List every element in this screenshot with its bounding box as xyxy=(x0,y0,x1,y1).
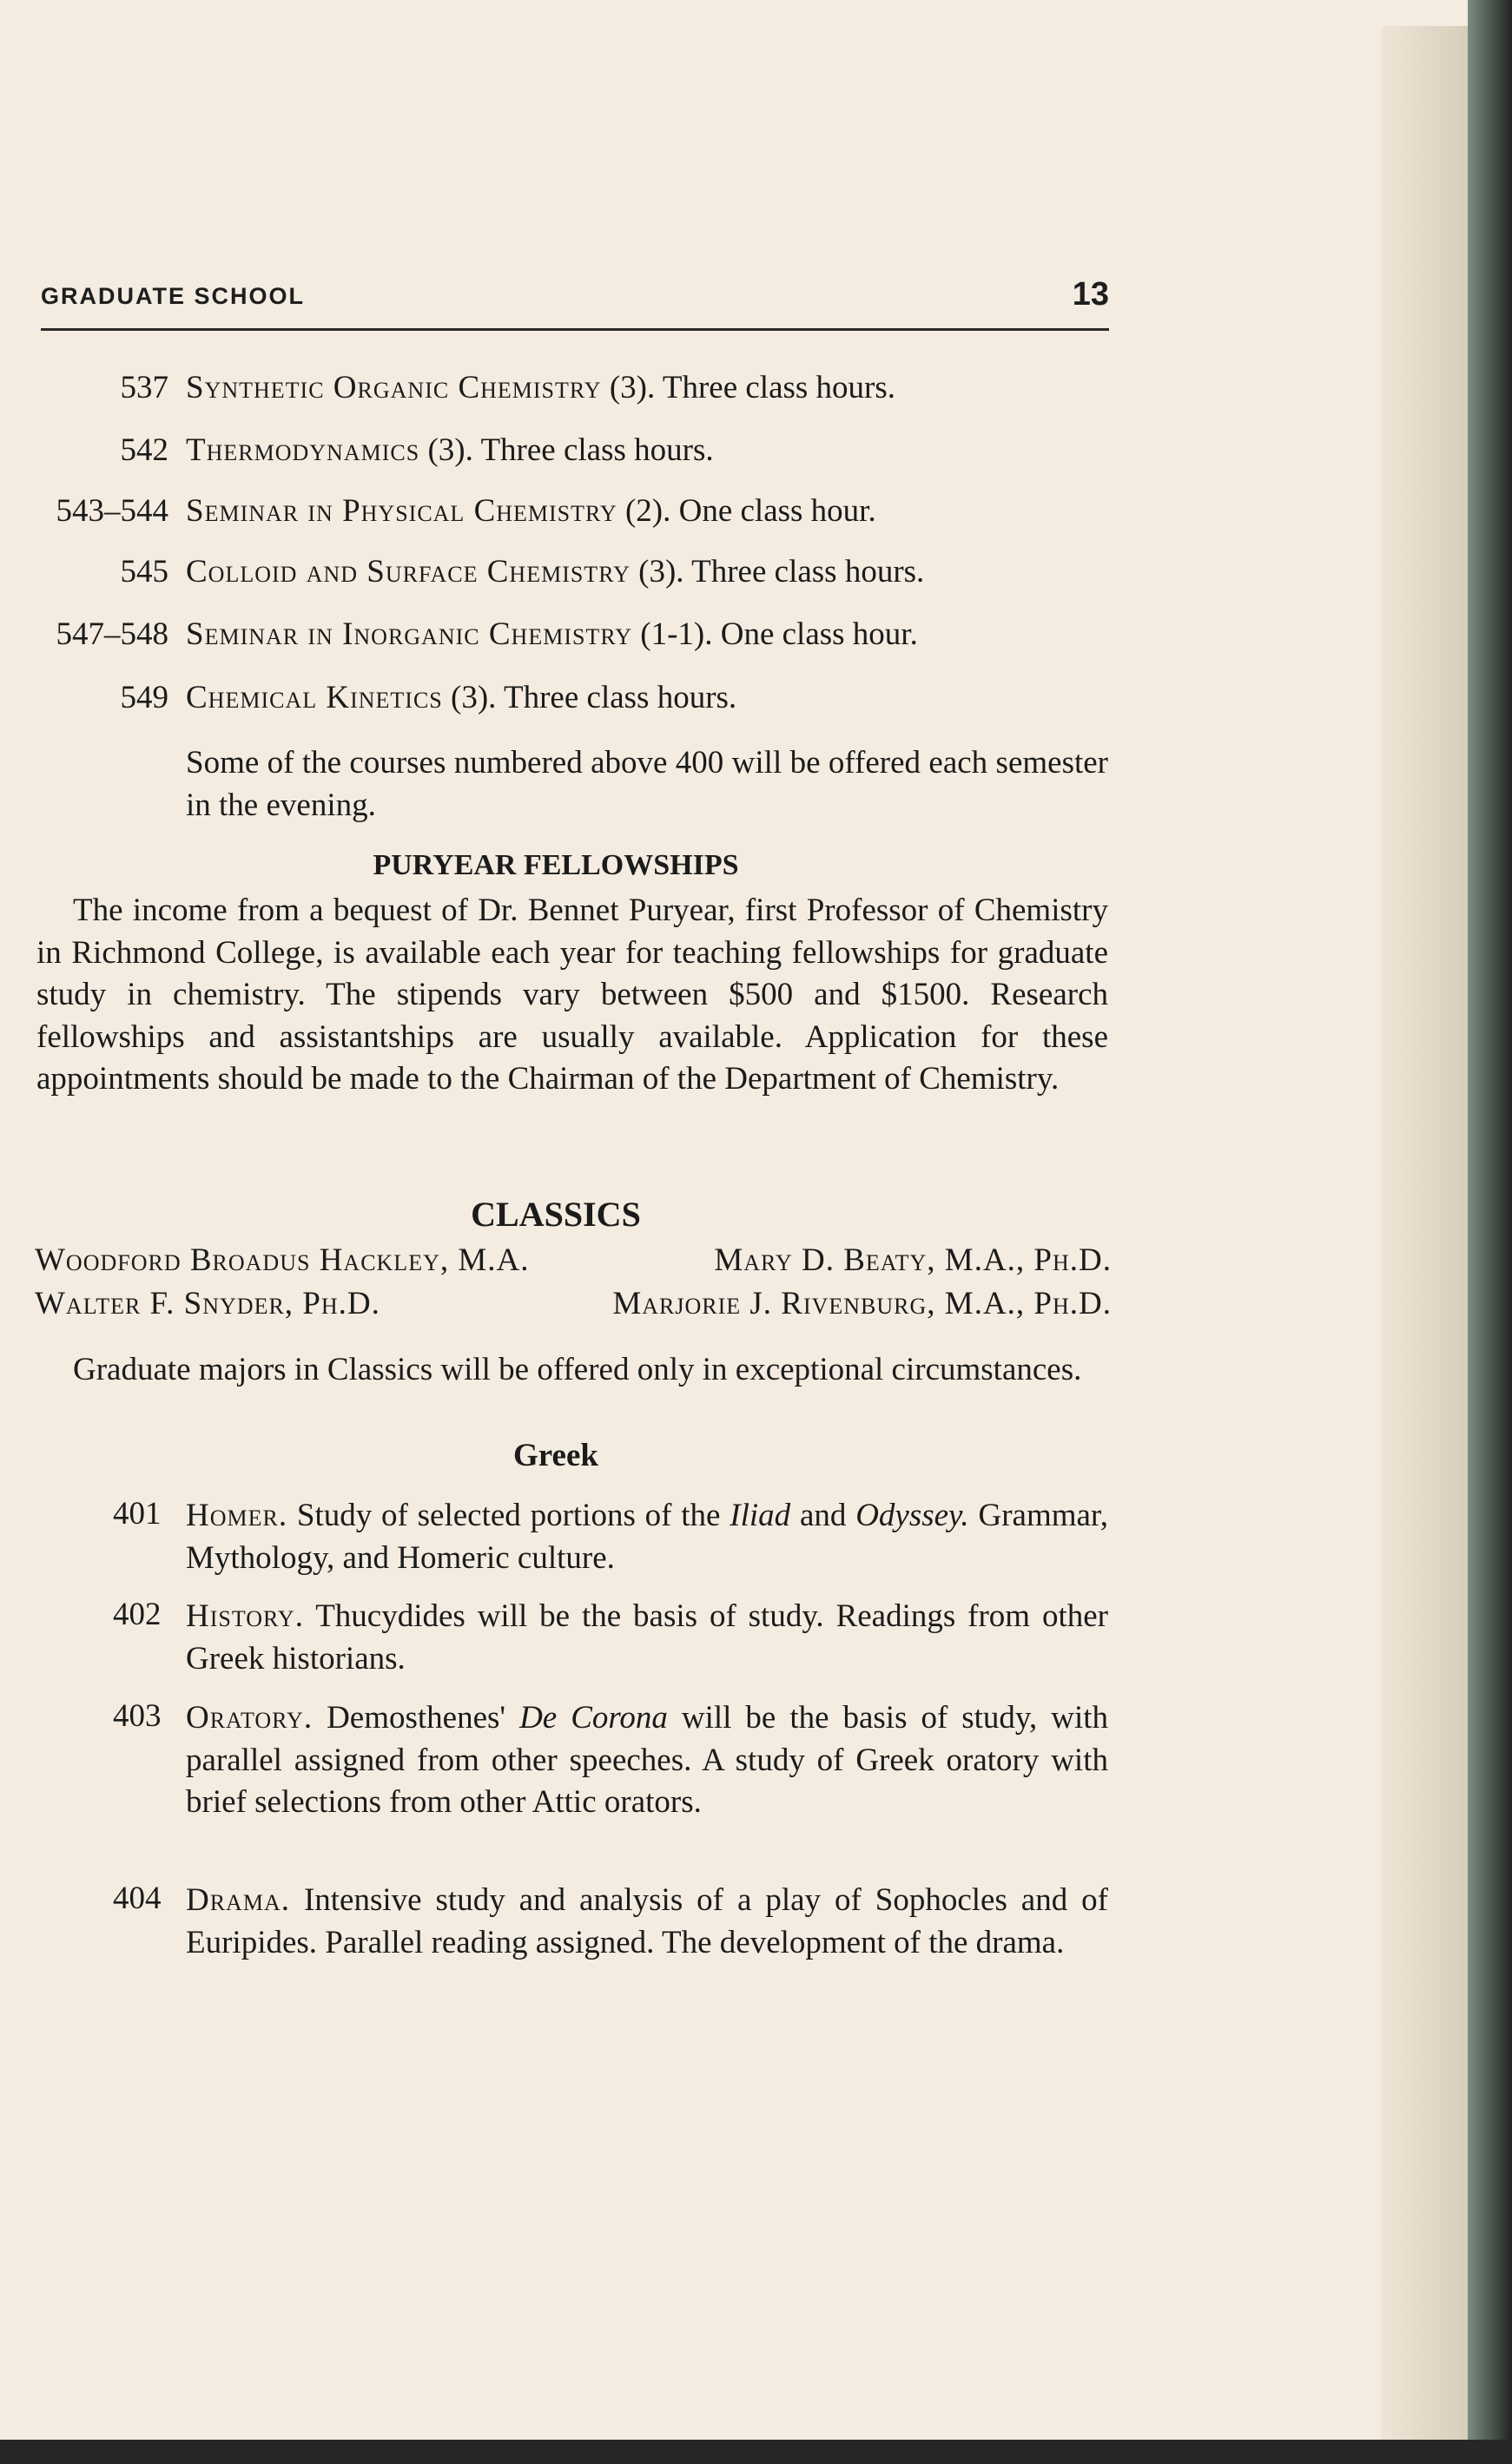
course-title: Chemical Kinetics xyxy=(186,680,443,715)
course-number: 537 xyxy=(120,370,168,405)
course-text: Grammar, Mythology, and Homeric culture. xyxy=(186,1498,1109,1576)
course-entry xyxy=(0,492,1120,534)
course-title: Synthetic Organic Chemistry xyxy=(186,370,602,405)
faculty-member: Woodford Broadus Hackley, M.A. xyxy=(35,1242,530,1278)
page-fore-edge xyxy=(1381,26,1468,2440)
course-title: Oratory. xyxy=(186,1700,314,1736)
course-title: Seminar in Inorganic Chemistry xyxy=(186,616,632,652)
running-head-title: GRADUATE SCHOOL xyxy=(41,283,305,309)
course-hours: One class hour. xyxy=(720,616,918,652)
faculty-row xyxy=(35,1285,1112,1328)
course-number: 549 xyxy=(120,680,168,715)
faculty-row xyxy=(35,1242,1112,1285)
course-entry xyxy=(0,679,1120,721)
course-title: Homer. xyxy=(186,1498,288,1533)
course-credit: (1-1). xyxy=(640,616,713,652)
course-entry xyxy=(0,616,1120,657)
classics-note: Graduate majors in Classics will be offered only in exceptional circumstances. xyxy=(73,1352,1082,1387)
course-text: Study of selected portions of the xyxy=(296,1498,721,1533)
course-hours: Three class hours. xyxy=(504,680,737,715)
course-entry xyxy=(0,369,1120,411)
course-credit: (2). xyxy=(624,493,671,529)
course-number: 404 xyxy=(113,1881,162,1916)
faculty-member: Walter F. Snyder, Ph.D. xyxy=(35,1286,380,1321)
faculty-member: Mary D. Beaty, M.A., Ph.D. xyxy=(714,1242,1112,1278)
work-title: Iliad xyxy=(730,1498,791,1533)
course-credit: (3). xyxy=(451,680,497,715)
course-text: Thucydides will be the basis of study. Readings from other Greek historians. xyxy=(186,1598,1108,1677)
course-entry xyxy=(0,553,1120,595)
course-hours: Three class hours. xyxy=(691,554,925,590)
course-title: Thermodynamics xyxy=(186,432,420,468)
course-hours: One class hour. xyxy=(678,493,876,529)
page-number: 13 xyxy=(1072,276,1109,313)
evening-note: Some of the courses numbered above 400 will be offered each semester in the evening. xyxy=(186,745,1108,823)
course-credit: (3). xyxy=(638,554,684,590)
course-number: 402 xyxy=(113,1597,162,1632)
puryear-paragraph: The income from a bequest of Dr. Bennet Puryear, first Professor of Chemistry in Richmond College, is available each year for teaching fellowships for graduate study in chemistry. The stipends vary between $500 and $1500. Research fellowships and assistantships are usually available. Application for these appointments should be made to the Chairman of the Department of Chemistry. xyxy=(36,893,1108,1097)
course-text: will be the basis of study, with parallel assigned from other speeches. A study of Greek oratory with brief selections from other Attic orators. xyxy=(186,1700,1109,1820)
course-credit: (3). xyxy=(609,370,656,405)
greek-subheading: Greek xyxy=(513,1438,598,1473)
course-number: 542 xyxy=(120,432,168,468)
course-number: 545 xyxy=(120,554,168,590)
course-hours: Three class hours. xyxy=(480,432,714,468)
work-title: De Corona xyxy=(519,1700,668,1736)
course-text: and xyxy=(799,1498,847,1533)
classics-heading: CLASSICS xyxy=(471,1195,641,1234)
puryear-heading: PURYEAR FELLOWSHIPS xyxy=(373,849,739,881)
course-title: History. xyxy=(186,1598,304,1634)
course-hours: Three class hours. xyxy=(662,370,896,405)
course-number: 403 xyxy=(113,1698,162,1734)
course-number: 401 xyxy=(113,1496,162,1532)
book-cover-edge xyxy=(1468,0,1512,2464)
course-credit: (3). xyxy=(427,432,473,468)
course-text: Demosthenes' xyxy=(327,1700,506,1736)
course-title: Colloid and Surface Chemistry xyxy=(186,554,631,590)
course-number: 547–548 xyxy=(56,616,168,652)
course-number: 543–544 xyxy=(56,493,168,529)
course-title: Seminar in Physical Chemistry xyxy=(186,493,617,529)
course-title: Drama. xyxy=(186,1882,290,1918)
faculty-member: Marjorie J. Rivenburg, M.A., Ph.D. xyxy=(612,1286,1112,1321)
book-bottom-edge xyxy=(0,2440,1512,2464)
course-text: Intensive study and analysis of a play of Sophocles and of Euripides. Parallel reading assigned. The development of the drama. xyxy=(186,1882,1108,1960)
course-entry xyxy=(0,432,1120,473)
running-header xyxy=(41,276,1109,331)
work-title: Odyssey. xyxy=(855,1498,969,1533)
